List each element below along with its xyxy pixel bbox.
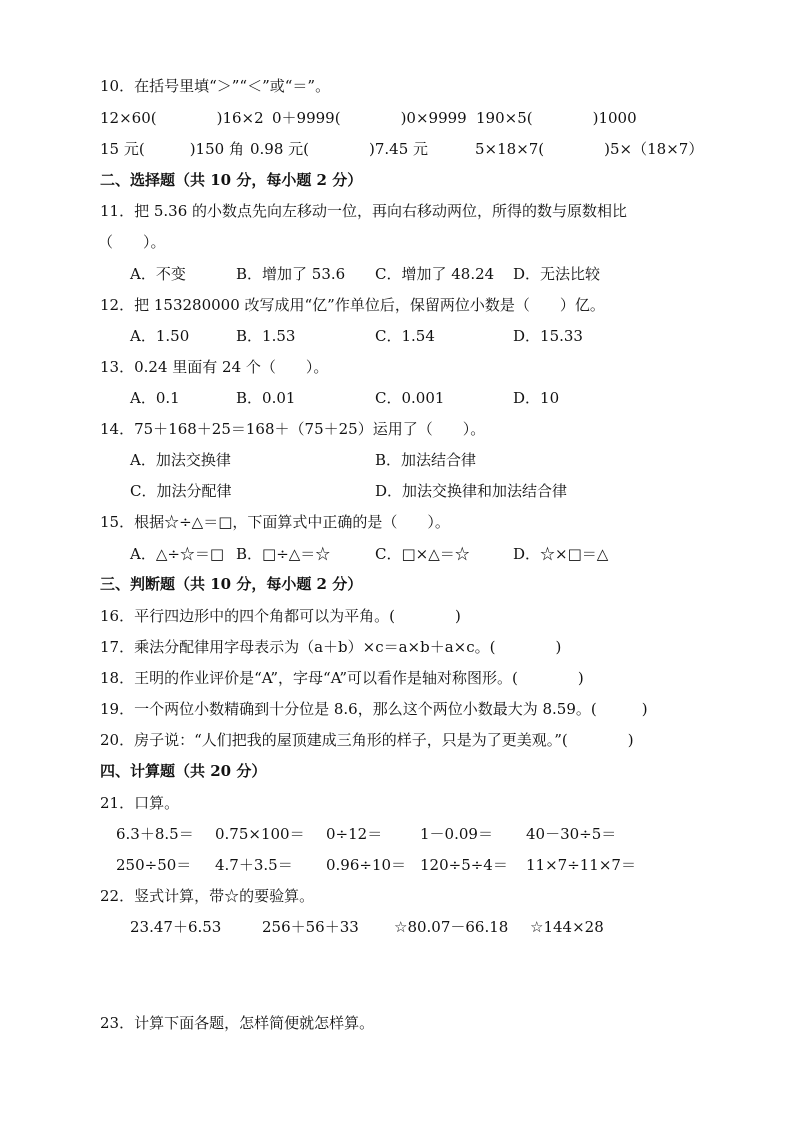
option-d: D．15.33 <box>513 327 583 345</box>
section-heading-judge: 三、判断题（共 10 分，每小题 2 分） <box>100 575 363 593</box>
q10-item: 15 元( )150 角 <box>100 140 244 158</box>
option-c: C．增加了 48.24 <box>375 265 495 283</box>
option-b: B．1.53 <box>236 327 296 345</box>
oral-item: 40－30÷5＝ <box>526 825 617 843</box>
option-c: C．□×△＝☆ <box>375 545 470 563</box>
vertical-calc-item: 23.47＋6.53 <box>130 918 222 936</box>
q11-stem-cont: （ ）。 <box>98 233 166 251</box>
judge-item: 17．乘法分配律用字母表示为（a＋b）×c＝a×b＋a×c。( ) <box>100 638 562 656</box>
q10-item: 0＋9999( )0×9999 <box>272 109 467 127</box>
vertical-calc-item: ☆144×28 <box>530 918 604 936</box>
oral-item: 11×7÷11×7＝ <box>526 856 636 874</box>
vertical-calc-item: ☆80.07－66.18 <box>394 918 509 936</box>
judge-item: 18．王明的作业评价是“A”，字母“A”可以看作是轴对称图形。( ) <box>100 669 584 687</box>
option-d: D．无法比较 <box>513 265 601 283</box>
section-heading-calc: 四、计算题（共 20 分） <box>100 762 267 780</box>
option-b: B．□÷△＝☆ <box>236 545 331 563</box>
q10-item: 12×60( )16×2 <box>100 109 264 127</box>
option-a: A．不变 <box>130 265 186 283</box>
q12-stem: 12．把 153280000 改写成用“亿”作单位后，保留两位小数是（ ）亿。 <box>100 296 605 314</box>
oral-item: 1－0.09＝ <box>420 825 493 843</box>
oral-item: 0.96÷10＝ <box>326 856 407 874</box>
oral-item: 4.7＋3.5＝ <box>215 856 293 874</box>
q10-item: 190×5( )1000 <box>476 109 637 127</box>
option-c: C．加法分配律 <box>130 482 232 500</box>
q11-stem: 11．把 5.36 的小数点先向左移动一位，再向右移动两位，所得的数与原数相比 <box>100 202 628 220</box>
q22-stem: 22．竖式计算，带☆的要验算。 <box>100 887 315 905</box>
oral-item: 0.75×100＝ <box>215 825 305 843</box>
q23-stem: 23．计算下面各题，怎样简便就怎样算。 <box>100 1014 375 1032</box>
option-a: A．0.1 <box>130 389 180 407</box>
judge-item: 20．房子说：“人们把我的屋顶建成三角形的样子，只是为了更美观。”( ) <box>100 731 634 749</box>
q14-stem: 14．75＋168＋25＝168＋（75＋25）运用了（ ）。 <box>100 420 486 438</box>
option-b: B．加法结合律 <box>375 451 477 469</box>
q13-stem: 13．0.24 里面有 24 个（ ）。 <box>100 358 329 376</box>
judge-item: 16．平行四边形中的四个角都可以为平角。( ) <box>100 607 461 625</box>
q10-stem: 10．在括号里填“＞”“＜”或“＝”。 <box>100 77 331 95</box>
option-c: C．1.54 <box>375 327 435 345</box>
q15-stem: 15．根据☆÷△＝□，下面算式中正确的是（ ）。 <box>100 513 450 531</box>
judge-item: 19．一个两位小数精确到十分位是 8.6，那么这个两位小数最大为 8.59。( ) <box>100 700 648 718</box>
option-a: A．△÷☆＝□ <box>130 545 225 563</box>
option-a: A．1.50 <box>130 327 190 345</box>
q10-item: 5×18×7( )5×（18×7） <box>475 140 704 158</box>
option-c: C．0.001 <box>375 389 445 407</box>
option-d: D．10 <box>513 389 560 407</box>
vertical-calc-item: 256＋56＋33 <box>262 918 359 936</box>
oral-item: 6.3＋8.5＝ <box>116 825 194 843</box>
oral-item: 250÷50＝ <box>116 856 192 874</box>
oral-item: 120÷5÷4＝ <box>420 856 508 874</box>
option-d: D．☆×□＝△ <box>513 545 609 563</box>
option-a: A．加法交换律 <box>130 451 231 469</box>
q10-item: 0.98 元( )7.45 元 <box>250 140 429 158</box>
option-b: B．0.01 <box>236 389 296 407</box>
q21-stem: 21．口算。 <box>100 794 180 812</box>
oral-item: 0÷12＝ <box>326 825 383 843</box>
section-heading-choice: 二、选择题（共 10 分，每小题 2 分） <box>100 171 363 189</box>
option-b: B．增加了 53.6 <box>236 265 346 283</box>
option-d: D．加法交换律和加法结合律 <box>375 482 568 500</box>
